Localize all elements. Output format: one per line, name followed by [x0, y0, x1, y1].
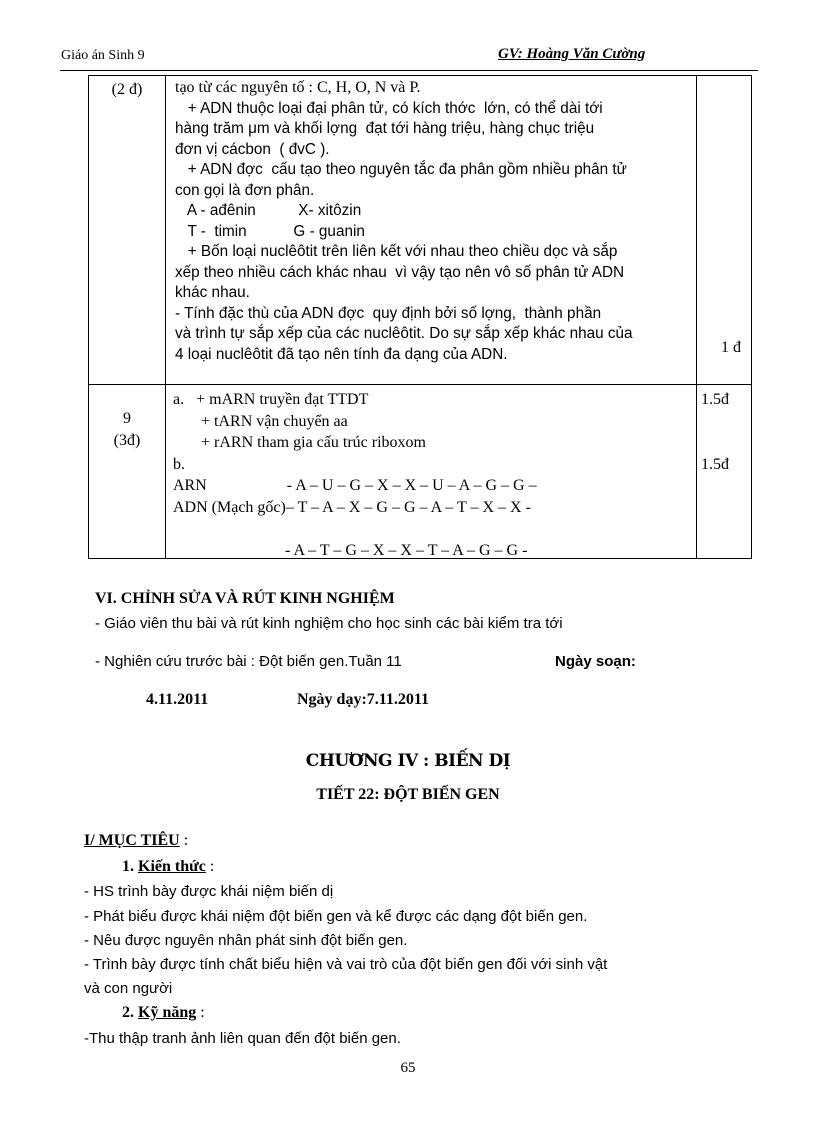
- teach-date: Ngày dạy:7.11.2011: [297, 691, 430, 708]
- knowledge-item: - Nêu được nguyên nhân phát sinh đột biến gen.: [84, 932, 408, 949]
- prep-date-label: Ngày soạn:: [555, 653, 636, 670]
- row2-answer-line: ARN - A – U – G – X – X – U – A – G – G –: [173, 477, 537, 494]
- knowledge-item: - Trình bày được tính chất biểu hiện và vai trò của đột biến gen đối với sinh vật: [84, 956, 608, 973]
- knowledge-label: Kiến thức: [138, 858, 206, 875]
- row2-answer-line: [173, 518, 537, 540]
- knowledge-heading: [122, 858, 214, 876]
- lesson-title: TIẾT 22: ĐỘT BIẾN GEN: [316, 786, 500, 803]
- prep-line: - Nghiên cứu trước bài : Đột biến gen.Tuần 11: [95, 653, 402, 670]
- skills-number: 2.: [122, 1004, 138, 1021]
- row2-question-score: (3đ): [113, 431, 141, 449]
- objectives-colon: :: [179, 832, 189, 849]
- row2-answer: [173, 389, 537, 561]
- row2-answer-line: ADN (Mạch gốc)– T – A – X – G – G – A – T – X – X -: [173, 498, 531, 516]
- row2-answer-line: + rARN tham gia cấu trúc riboxom: [173, 434, 426, 451]
- row1-answer-line: T - timin G - guanin: [175, 222, 365, 240]
- objectives-title: I/ MỤC TIÊU: [84, 832, 180, 849]
- header-subject: Giáo án Sinh 9: [61, 48, 145, 63]
- table-col-divider-1: [165, 76, 166, 558]
- objectives-heading: [84, 832, 188, 850]
- row1-answer-line: tạo từ các nguyên tố : C, H, O, N và P.: [175, 79, 421, 96]
- header-teacher: GV: Hoàng Văn Cường: [498, 46, 646, 62]
- row2-answer-line: b.: [173, 455, 185, 473]
- row1-points: 1 đ: [721, 339, 741, 356]
- row1-answer-line: và trình tự sắp xếp của các nuclêôtit. Do sự sắp xếp khác nhau của: [175, 325, 633, 342]
- row2-question-number: 9: [123, 410, 131, 427]
- page-number: 65: [400, 1060, 416, 1076]
- row1-answer-line: + ADN đợc cấu tạo theo nguyên tắc đa phân gồm nhiều phân tử: [175, 161, 627, 178]
- prep-date: 4.11.2011: [146, 691, 209, 708]
- section-title: VI. CHỈNH SỬA VÀ RÚT KINH NGHIỆM: [95, 590, 395, 607]
- skills-colon: :: [196, 1004, 205, 1021]
- row1-answer-line: 4 loại nuclêôtit đã tạo nên tính đa dạng của ADN.: [175, 345, 508, 363]
- header-divider: [60, 70, 758, 71]
- knowledge-item: - Phát biểu được khái niệm đột biến gen và kể được các dạng đột biến gen.: [84, 908, 588, 925]
- row2-points-b: 1.5đ: [701, 455, 729, 473]
- row1-answer-line: + Bốn loại nuclêôtit trên liên kết với nhau theo chiều dọc và sắp: [175, 243, 618, 260]
- answer-table: [88, 75, 752, 559]
- row2-answer-line: - A – T – G – X – X – T – A – G – G -: [173, 541, 528, 559]
- table-col-divider-2: [696, 76, 697, 558]
- row2-points: [701, 389, 729, 475]
- row2-points-a: 1.5đ: [701, 391, 729, 408]
- skills-label: Kỹ năng: [138, 1004, 197, 1021]
- knowledge-colon: :: [205, 858, 215, 875]
- row1-question-score: (2 đ): [111, 81, 143, 98]
- row1-answer-line: đơn vị cácbon ( đvC ).: [175, 140, 330, 158]
- row2-answer-line: + tARN vận chuyển aa: [173, 412, 348, 430]
- row1-answer-line: + ADN thuộc loại đại phân tử, có kích thớc lớn, có thể dài tới: [175, 99, 603, 117]
- table-row-divider: [89, 384, 751, 385]
- knowledge-item: và con người: [84, 980, 173, 997]
- row2-answer-line: a. + mARN truyền đạt TTDT: [173, 391, 369, 408]
- row1-answer-line: xếp theo nhiều cách khác nhau vì vậy tạo nên vô số phân tử ADN: [175, 263, 625, 281]
- row1-answer-line: con gọi là đơn phân.: [175, 181, 315, 199]
- knowledge-item: - HS trình bày được khái niệm biến dị: [84, 883, 334, 900]
- row2-question: [89, 408, 165, 451]
- row1-answer-line: hàng trăm μm và khối lợng đạt tới hàng triệu, hàng chục triệu: [175, 120, 595, 137]
- knowledge-number: 1.: [122, 858, 138, 875]
- row1-answer-line: khác nhau.: [175, 284, 250, 301]
- row1-answer-line: - Tính đặc thù của ADN đợc quy định bởi số lợng, thành phần: [175, 304, 602, 322]
- skills-item: -Thu thập tranh ảnh liên quan đến đột biến gen.: [84, 1030, 401, 1047]
- row1-answer-line: A - ađênin X- xitôzin: [175, 202, 362, 219]
- review-line: - Giáo viên thu bài và rút kinh nghiệm cho học sinh các bài kiểm tra tới: [95, 615, 563, 632]
- row1-answer: [175, 78, 687, 365]
- chapter-title: CHƯƠNG IV : BIẾN DỊ: [305, 751, 511, 771]
- skills-heading: [122, 1004, 205, 1022]
